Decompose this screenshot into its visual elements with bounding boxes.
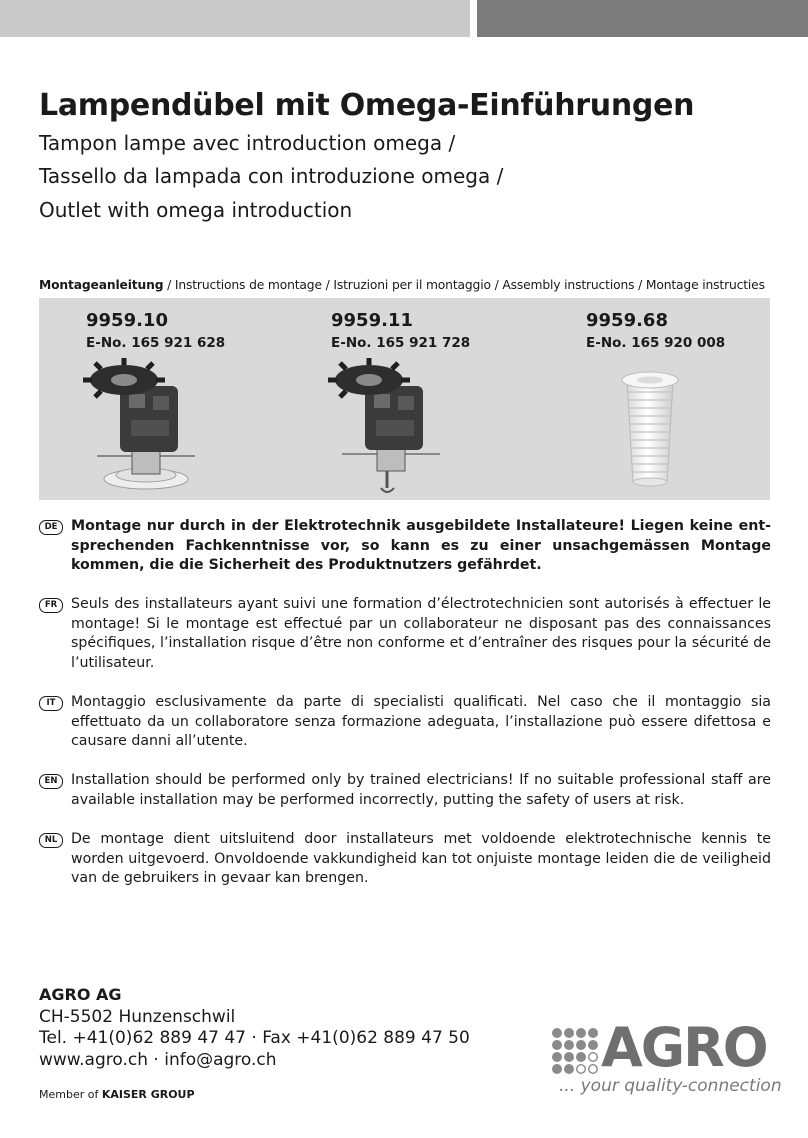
lamp-outlet-with-cover-image xyxy=(39,354,279,494)
instructions-label: Montageanleitung xyxy=(39,278,164,292)
company-phone-fax: Tel. +41(0)62 889 47 47 · Fax +41(0)62 889 47 50 xyxy=(39,1028,470,1048)
product-eno: E-No. 165 921 628 xyxy=(86,335,226,351)
notice-text: Montaggio esclusivamente da parte di specialisti qualificati. Nel caso che il montaggio sia effettuato da un collaboratore senza formazione adeguata, l’installazione può essere difettosa e causare danni all’utente. xyxy=(71,694,771,749)
product-code: 9959.68 xyxy=(586,310,668,331)
subtitle-english: Outlet with omega introduction xyxy=(39,198,353,222)
notice-text: De montage dient uitsluitend door installateurs met voldoende elektrotechnische kennis te worden uitgevoerd. Onvoldoende vakkundigheid kan tot onjuiste montage leiden die de veiligheid van de gebruikers in gevaar kan brengen. xyxy=(71,831,771,886)
product-eno: E-No. 165 920 008 xyxy=(586,335,726,351)
product-card xyxy=(39,298,279,500)
subtitle-italian: Tassello da lampada con introduzione omega / xyxy=(39,164,504,188)
header-bar-right xyxy=(477,0,808,37)
product-panel xyxy=(39,298,770,500)
product-card xyxy=(284,298,524,500)
member-prefix: Member of xyxy=(39,1088,102,1101)
member-group: KAISER GROUP xyxy=(101,1088,195,1101)
notice-de xyxy=(39,517,771,576)
subtitle-french: Tampon lampe avec introduction omega / xyxy=(39,131,456,155)
company-web-email: www.agro.ch · info@agro.ch xyxy=(39,1050,277,1070)
product-eno: E-No. 165 921 728 xyxy=(331,335,471,351)
logo-dots-icon xyxy=(551,1027,598,1074)
notice-en xyxy=(39,771,771,810)
language-badge: EN xyxy=(39,774,63,789)
notice-text: Seuls des installateurs ayant suivi une formation d’électrotechnicien sont autorisés à effectuer le montage! Si le montage est effectué par un collaborateur ne disposant pas des connaissances spécifiques, l’installation risque d’être non conforme et d’entraîner des risques pour la sécurité de l’utilisateur. xyxy=(71,596,771,671)
instructions-line xyxy=(39,278,765,292)
omega-sleeve-image xyxy=(539,354,779,494)
notice-it xyxy=(39,693,771,752)
language-badge: DE xyxy=(39,520,63,535)
language-badge: FR xyxy=(39,598,63,613)
product-code: 9959.11 xyxy=(331,310,413,331)
product-card xyxy=(539,298,779,500)
lamp-outlet-with-hook-image xyxy=(284,354,524,494)
logo-wordmark: AGRO xyxy=(601,1016,767,1079)
product-code: 9959.10 xyxy=(86,310,168,331)
notice-fr xyxy=(39,595,771,673)
logo-tagline: ... your quality-connection xyxy=(559,1076,782,1096)
agro-logo xyxy=(551,1016,782,1110)
member-line xyxy=(39,1088,195,1101)
header-bar-left xyxy=(0,0,470,37)
company-name: AGRO AG xyxy=(39,985,122,1004)
page-title: Lampendübel mit Omega-Einführungen xyxy=(39,88,695,123)
instructions-languages: / Instructions de montage / Istruzioni per il montaggio / Assembly instructions / Montage instructies xyxy=(163,278,765,292)
language-badge: NL xyxy=(39,833,63,848)
language-badge: IT xyxy=(39,696,63,711)
notice-nl xyxy=(39,830,771,889)
company-address: CH-5502 Hunzenschwil xyxy=(39,1007,236,1027)
notice-text: Montage nur durch in der Elektrotechnik ausgebildete Installateure! Liegen keine ent-sprechenden Fachkenntnisse vor, so kann es zu einer unsachgemässen Montage kommen, die die Sicherheit des Produktnutzers gefährdet. xyxy=(71,518,771,573)
notice-text: Installation should be performed only by trained electricians! If no suitable professional staff are available installation may be performed incorrectly, putting the safety of users at risk. xyxy=(71,772,771,808)
